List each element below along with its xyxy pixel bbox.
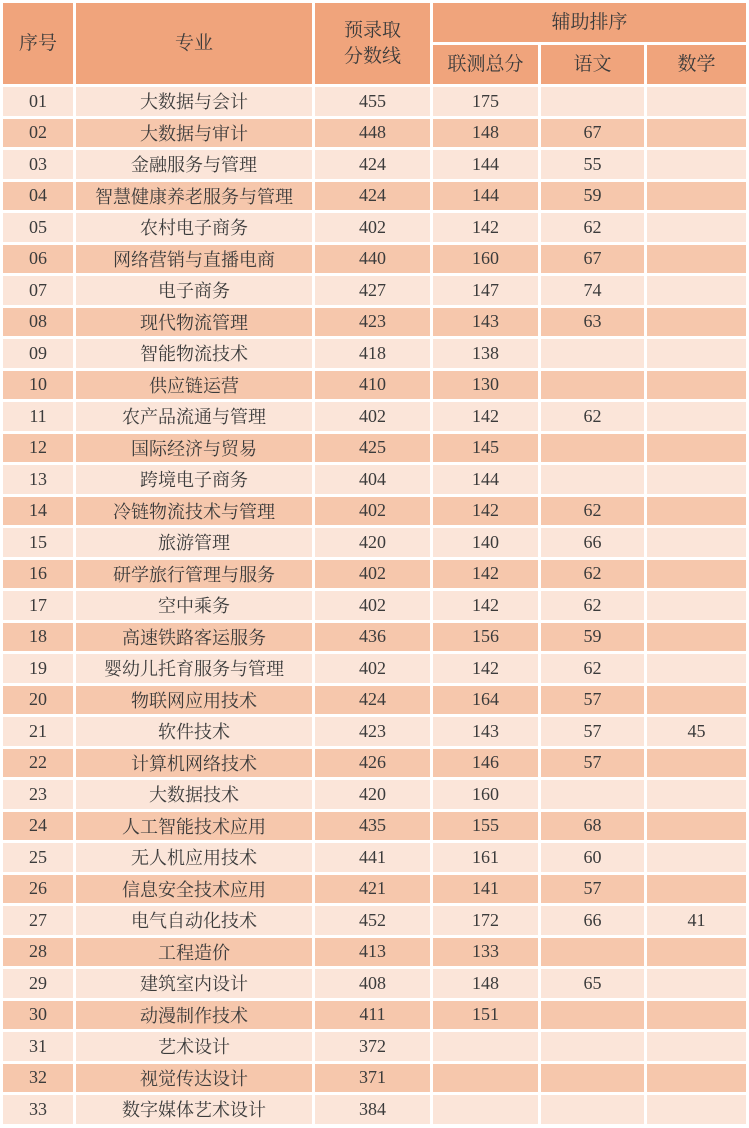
row-index-cell: 04 [3,182,73,211]
table-row [3,1001,746,1030]
chinese-score-cell: 60 [541,843,644,872]
major-name-cell: 冷链物流技术与管理 [76,497,312,526]
major-name-cell: 网络营销与直播电商 [76,245,312,274]
math-score-cell [647,150,746,179]
chinese-score-cell: 68 [541,812,644,841]
math-score-cell [647,560,746,589]
admission-score-cell: 441 [315,843,430,872]
row-index-cell: 17 [3,591,73,620]
header-row-index: 序号 [3,3,73,84]
table-row [3,906,746,935]
math-score-cell [647,749,746,778]
row-index-cell: 27 [3,906,73,935]
joint-test-total-cell: 142 [433,591,538,620]
row-index-cell: 28 [3,938,73,967]
table-header [3,3,746,84]
admission-score-cell: 455 [315,87,430,116]
row-index-cell: 12 [3,434,73,463]
table-row [3,182,746,211]
math-score-cell [647,87,746,116]
major-name-cell: 信息安全技术应用 [76,875,312,904]
admission-score-cell: 402 [315,213,430,242]
admission-score-cell: 413 [315,938,430,967]
major-name-cell: 工程造价 [76,938,312,967]
joint-test-total-cell: 142 [433,402,538,431]
major-name-cell: 旅游管理 [76,528,312,557]
chinese-score-cell [541,1095,644,1124]
major-name-cell: 研学旅行管理与服务 [76,560,312,589]
row-index-cell: 32 [3,1064,73,1093]
row-index-cell: 06 [3,245,73,274]
admission-score-cell: 411 [315,1001,430,1030]
chinese-score-cell: 57 [541,686,644,715]
admission-score-cell: 402 [315,654,430,683]
math-score-cell [647,371,746,400]
joint-test-total-cell: 164 [433,686,538,715]
joint-test-total-cell: 156 [433,623,538,652]
admission-score-cell: 423 [315,308,430,337]
joint-test-total-cell: 147 [433,276,538,305]
major-name-cell: 物联网应用技术 [76,686,312,715]
row-index-cell: 20 [3,686,73,715]
admission-score-cell: 372 [315,1032,430,1061]
admission-score-cell: 423 [315,717,430,746]
row-index-cell: 33 [3,1095,73,1124]
row-index-cell: 25 [3,843,73,872]
admission-score-cell: 408 [315,969,430,998]
math-score-cell [647,182,746,211]
table-row [3,843,746,872]
row-index-cell: 24 [3,812,73,841]
row-index-cell: 26 [3,875,73,904]
header-chinese: 语文 [541,45,644,84]
admission-score-cell: 424 [315,686,430,715]
header-joint-test-total: 联测总分 [433,45,538,84]
chinese-score-cell [541,339,644,368]
joint-test-total-cell: 144 [433,182,538,211]
row-index-cell: 13 [3,465,73,494]
table-row [3,339,746,368]
chinese-score-cell: 57 [541,717,644,746]
table-row [3,1064,746,1093]
admission-score-cell: 448 [315,119,430,148]
math-score-cell [647,339,746,368]
admission-score-cell: 424 [315,150,430,179]
major-name-cell: 现代物流管理 [76,308,312,337]
major-name-cell: 婴幼儿托育服务与管理 [76,654,312,683]
admission-score-cell: 402 [315,591,430,620]
major-name-cell: 大数据与会计 [76,87,312,116]
chinese-score-cell: 59 [541,623,644,652]
math-score-cell [647,875,746,904]
math-score-cell [647,465,746,494]
joint-test-total-cell: 143 [433,717,538,746]
math-score-cell [647,780,746,809]
joint-test-total-cell: 138 [433,339,538,368]
admission-score-cell: 371 [315,1064,430,1093]
joint-test-total-cell: 155 [433,812,538,841]
joint-test-total-cell: 160 [433,245,538,274]
major-name-cell: 国际经济与贸易 [76,434,312,463]
math-score-cell [647,686,746,715]
math-score-cell [647,497,746,526]
major-name-cell: 无人机应用技术 [76,843,312,872]
major-name-cell: 人工智能技术应用 [76,812,312,841]
major-name-cell: 数字媒体艺术设计 [76,1095,312,1124]
chinese-score-cell: 62 [541,497,644,526]
math-score-cell [647,1064,746,1093]
major-name-cell: 软件技术 [76,717,312,746]
chinese-score-cell [541,938,644,967]
table-row [3,749,746,778]
row-index-cell: 23 [3,780,73,809]
math-score-cell [647,528,746,557]
math-score-cell [647,843,746,872]
chinese-score-cell [541,1032,644,1061]
row-index-cell: 11 [3,402,73,431]
major-name-cell: 电气自动化技术 [76,906,312,935]
chinese-score-cell: 59 [541,182,644,211]
math-score-cell [647,812,746,841]
table-row [3,213,746,242]
header-admission-score [315,3,430,84]
admission-score-cell: 404 [315,465,430,494]
chinese-score-cell: 62 [541,560,644,589]
row-index-cell: 31 [3,1032,73,1061]
chinese-score-cell: 62 [541,654,644,683]
joint-test-total-cell: 160 [433,780,538,809]
math-score-cell [647,1001,746,1030]
table-row [3,150,746,179]
chinese-score-cell: 57 [541,749,644,778]
joint-test-total-cell: 144 [433,150,538,179]
joint-test-total-cell: 148 [433,969,538,998]
joint-test-total-cell [433,1064,538,1093]
table-row [3,528,746,557]
chinese-score-cell [541,780,644,809]
row-index-cell: 10 [3,371,73,400]
math-score-cell [647,938,746,967]
math-score-cell [647,213,746,242]
joint-test-total-cell: 148 [433,119,538,148]
table-row [3,1032,746,1061]
math-score-cell [647,1095,746,1124]
joint-test-total-cell: 145 [433,434,538,463]
header-math: 数学 [647,45,746,84]
chinese-score-cell [541,87,644,116]
header-admission-score-line1: 预录取 [343,19,401,41]
admission-score-cell: 440 [315,245,430,274]
row-index-cell: 01 [3,87,73,116]
chinese-score-cell: 63 [541,308,644,337]
chinese-score-cell: 62 [541,402,644,431]
major-name-cell: 智能物流技术 [76,339,312,368]
table-row [3,780,746,809]
major-name-cell: 空中乘务 [76,591,312,620]
table-row [3,717,746,746]
math-score-cell [647,308,746,337]
major-name-cell: 电子商务 [76,276,312,305]
joint-test-total-cell [433,1032,538,1061]
joint-test-total-cell: 142 [433,497,538,526]
math-score-cell [647,245,746,274]
math-score-cell [647,1032,746,1061]
row-index-cell: 07 [3,276,73,305]
joint-test-total-cell: 161 [433,843,538,872]
table-row [3,119,746,148]
table-row [3,434,746,463]
table-row [3,276,746,305]
table-row [3,623,746,652]
admission-score-cell: 424 [315,182,430,211]
table-row [3,560,746,589]
admission-score-cell: 436 [315,623,430,652]
major-name-cell: 动漫制作技术 [76,1001,312,1030]
row-index-cell: 29 [3,969,73,998]
admission-score-cell: 418 [315,339,430,368]
row-index-cell: 14 [3,497,73,526]
table-body [3,87,746,1124]
major-name-cell: 供应链运营 [76,371,312,400]
joint-test-total-cell [433,1095,538,1124]
joint-test-total-cell: 141 [433,875,538,904]
joint-test-total-cell: 142 [433,560,538,589]
admission-score-cell: 402 [315,560,430,589]
admission-score-cell: 435 [315,812,430,841]
table-row [3,591,746,620]
chinese-score-cell [541,465,644,494]
header-aux-sort-group: 辅助排序 [433,3,746,42]
table-row [3,969,746,998]
row-index-cell: 09 [3,339,73,368]
joint-test-total-cell: 140 [433,528,538,557]
major-name-cell: 金融服务与管理 [76,150,312,179]
math-score-cell [647,969,746,998]
row-index-cell: 08 [3,308,73,337]
math-score-cell [647,654,746,683]
joint-test-total-cell: 130 [433,371,538,400]
table-row [3,87,746,116]
chinese-score-cell [541,371,644,400]
table-row [3,402,746,431]
admission-score-cell: 420 [315,780,430,809]
row-index-cell: 18 [3,623,73,652]
header-admission-score-line2: 分数线 [343,45,401,67]
row-index-cell: 16 [3,560,73,589]
chinese-score-cell [541,434,644,463]
table-row [3,1095,746,1124]
joint-test-total-cell: 144 [433,465,538,494]
math-score-cell: 41 [647,906,746,935]
admission-score-cell: 384 [315,1095,430,1124]
chinese-score-cell: 62 [541,591,644,620]
admission-score-cell: 452 [315,906,430,935]
joint-test-total-cell: 151 [433,1001,538,1030]
joint-test-total-cell: 143 [433,308,538,337]
table-row [3,686,746,715]
admission-score-cell: 402 [315,402,430,431]
table-row [3,875,746,904]
major-name-cell: 智慧健康养老服务与管理 [76,182,312,211]
joint-test-total-cell: 175 [433,87,538,116]
major-name-cell: 建筑室内设计 [76,969,312,998]
table-row [3,465,746,494]
major-name-cell: 农村电子商务 [76,213,312,242]
chinese-score-cell [541,1001,644,1030]
row-index-cell: 30 [3,1001,73,1030]
row-index-cell: 02 [3,119,73,148]
major-name-cell: 大数据与审计 [76,119,312,148]
math-score-cell [647,623,746,652]
row-index-cell: 03 [3,150,73,179]
table-row [3,497,746,526]
joint-test-total-cell: 142 [433,654,538,683]
major-name-cell: 计算机网络技术 [76,749,312,778]
chinese-score-cell: 66 [541,528,644,557]
chinese-score-cell: 67 [541,119,644,148]
major-name-cell: 视觉传达设计 [76,1064,312,1093]
admission-score-cell: 402 [315,497,430,526]
major-name-cell: 跨境电子商务 [76,465,312,494]
chinese-score-cell: 74 [541,276,644,305]
joint-test-total-cell: 142 [433,213,538,242]
table-row [3,812,746,841]
admission-score-cell: 426 [315,749,430,778]
row-index-cell: 05 [3,213,73,242]
admission-score-cell: 410 [315,371,430,400]
chinese-score-cell: 55 [541,150,644,179]
chinese-score-cell: 67 [541,245,644,274]
major-name-cell: 高速铁路客运服务 [76,623,312,652]
row-index-cell: 22 [3,749,73,778]
chinese-score-cell: 65 [541,969,644,998]
table-row [3,371,746,400]
joint-test-total-cell: 172 [433,906,538,935]
header-major: 专业 [76,3,312,84]
admission-score-cell: 421 [315,875,430,904]
major-name-cell: 大数据技术 [76,780,312,809]
admission-score-cell: 427 [315,276,430,305]
chinese-score-cell: 57 [541,875,644,904]
math-score-cell [647,402,746,431]
major-name-cell: 农产品流通与管理 [76,402,312,431]
chinese-score-cell [541,1064,644,1093]
table-row [3,245,746,274]
math-score-cell [647,434,746,463]
math-score-cell [647,591,746,620]
joint-test-total-cell: 146 [433,749,538,778]
admission-score-cell: 420 [315,528,430,557]
math-score-cell [647,276,746,305]
math-score-cell [647,119,746,148]
chinese-score-cell: 66 [541,906,644,935]
row-index-cell: 15 [3,528,73,557]
row-index-cell: 19 [3,654,73,683]
math-score-cell: 45 [647,717,746,746]
table-row [3,938,746,967]
chinese-score-cell: 62 [541,213,644,242]
table-row [3,654,746,683]
major-name-cell: 艺术设计 [76,1032,312,1061]
table-row [3,308,746,337]
row-index-cell: 21 [3,717,73,746]
admission-score-cell: 425 [315,434,430,463]
joint-test-total-cell: 133 [433,938,538,967]
